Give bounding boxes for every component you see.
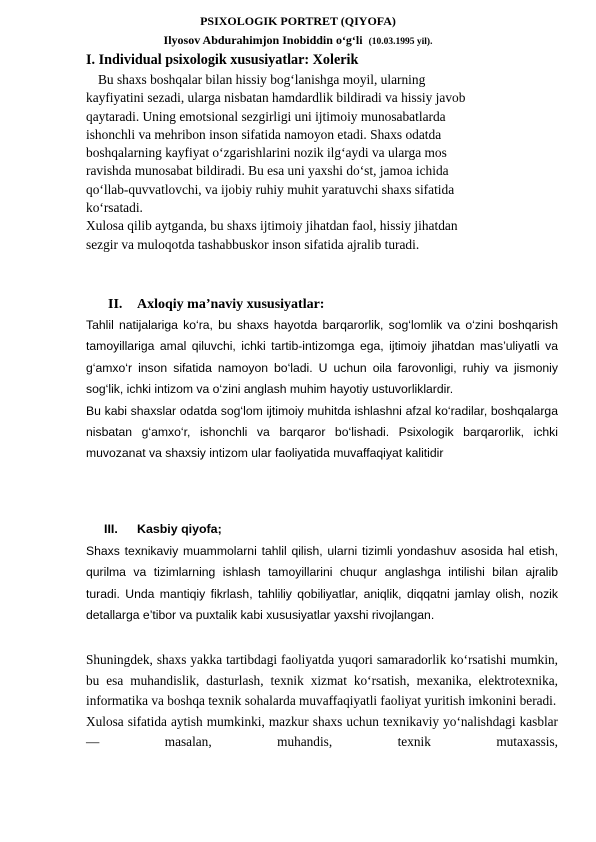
section-2-title: Axloqiy ma’naviy xususiyatlar: [137,297,325,312]
section-1-line: ravishda munosabat bildiradi. Bu esa uni yaxshi do‘st, jamoa ichida [86,163,449,179]
section-2-body [86,315,558,465]
section-3-body-sans [86,541,558,627]
section-1-line: kayfiyatini sezadi, ularga nisbatan hamdardlik bildiradi va hissiy javob [86,90,466,106]
section-1-conclusion-line: sezgir va muloqotda tashabbuskor inson sifatida ajralib turadi. [86,236,420,252]
section-1-line: ishonchli va mehribon inson sifatida namoyon etadi. Shaxs odatda [86,126,442,142]
section-3-number: III. [104,522,118,536]
section-2-number: II. [108,297,123,312]
section-1-line: ko‘rsatadi. [86,200,143,216]
birth-date: (10.03.1995 yil). [368,37,433,47]
section-1-line: boshqalarning kayfiyat o‘zgarishlarini nozik ilg‘aydi va ularga mos [86,145,447,161]
section-3-paragraph: Xulosa sifatida aytish mumkinki, mazkur shaxs uchun texnikaviy yo‘nalishdagi kasblar — masalan, muhandis, texnik mutaxassis, [86,713,558,750]
section-3-paragraph: Shuningdek, shaxs yakka tartibdagi faoliyatda yuqori samaradorlik ko‘rsatishi mumkin, bu esa muhandislik, dasturlash, texnik xizmat ko‘rsatish, mexanika, elektrotexnika, informatika va boshqa texnik sohalarda muvaffaqiyatli faoliyat yuritish imkonini beradi. [86,652,558,709]
section-1-body [86,71,558,254]
section-1-conclusion-line: Xulosa qilib aytganda, bu shaxs ijtimoiy jihatdan faol, hissiy jihatdan [86,218,458,234]
document-title: PSIXOLOGIK PORTRET (QIYOFA) [200,14,396,28]
section-2-paragraph: Tahlil natijalariga ko‘ra, bu shaxs hayotda barqarorlik, sog‘lomlik va o‘zini boshqarish tamoyillariga amal qiluvchi, ichki tartib-intizomga ega, ijtimoiy jihatdan mas’uliyatli va g‘amxo‘r inson sifatida namoyon bo‘ladi. U uchun oila farovonligi, ruhiy va jismoniy sog‘lik, ichki intizom va o‘zini anglash muhim hayotiy ustuvorliklardir. [86,318,558,397]
section-3-paragraph: Shaxs texnikaviy muammolarni tahlil qilish, ularni tizimli yondashuv asosida hal etish, qurilma va tizimlarning ishlash tamoyillarini chuqur anglashga intilishi bilan ajralib turadi. Unda mantiqiy fikrlash, tahliliy qobiliyatlar, aniqlik, diqqatni jamlay olish, nozik detallarga e’tibor va puxtalik kabi xususiyatlar yaxshi rivojlangan. [86,544,558,623]
author-name: Ilyosov Abdurahimjon Inobiddin o‘g‘li [163,33,363,47]
section-2-heading [108,296,558,314]
section-3-heading [104,519,558,540]
section-2-paragraph: Bu kabi shaxslar odatda sog‘lom ijtimoiy muhitda ishlashni afzal ko‘radilar, boshqalarga nisbatan g‘amxo‘r, ishonchli va barqaror bo‘lishadi. Psixologik barqarorlik, ichki muvozanat va shaxsiy intizom ular faoliyatida muvaffaqiyat kalitidir [86,403,558,461]
section-1-line: qo‘llab-quvvatlovchi, va ijobiy ruhiy muhit yaratuvchi shaxs sifatida [86,181,455,197]
section-3-body-serif [86,650,558,753]
section-3-title: Kasbiy qiyofa; [137,522,222,536]
author-line [0,33,596,50]
section-1-line: Bu shaxs boshqalar bilan hissiy bog‘lanishga moyil, ularning [98,72,426,87]
section-1-line: qaytaradi. Uning emotsional sezgirligi uni ijtimoiy munosabatlarda [86,108,446,124]
section-1-heading: I. Individual psixologik xususiyatlar: Xolerik [86,52,359,68]
